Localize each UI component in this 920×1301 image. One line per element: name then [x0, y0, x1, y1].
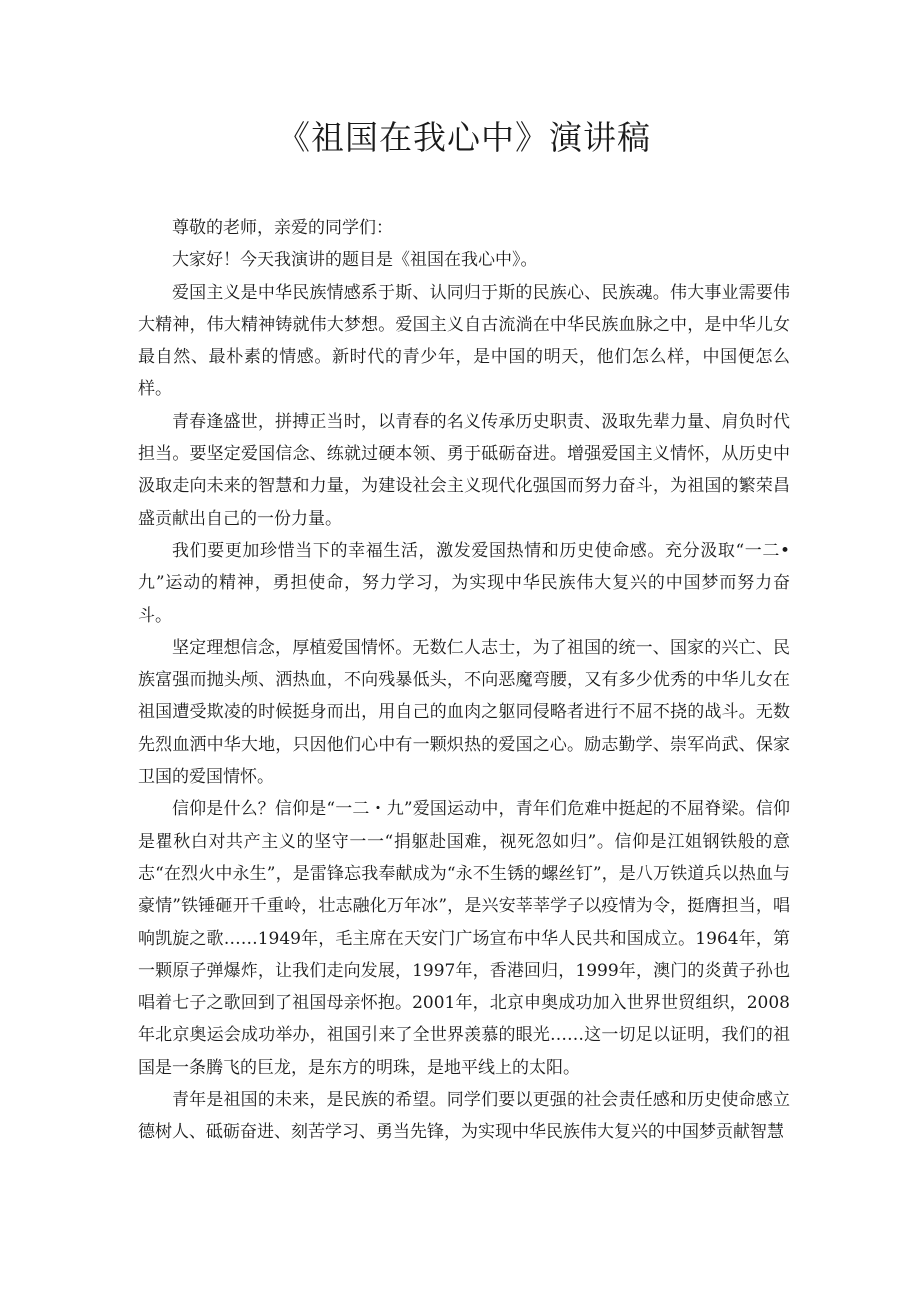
paragraph: 青年是祖国的未来，是民族的希望。同学们要以更强的社会责任感和历史使命感立德树人、砥砺奋进、刻苦学习、勇当先锋，为实现中华民族伟大复兴的中国梦贡献智慧: [138, 1090, 790, 1143]
paragraph-salutation: 尊敬的老师，亲爱的同学们：: [172, 218, 393, 238]
paragraph: 我们要更加珍惜当下的幸福生活，激发爱国热情和历史使命感。充分汲取“一二•九”运动的精神，勇担使命，努力学习，为实现中华民族伟大复兴的中国梦而努力奋斗。: [138, 540, 790, 626]
document-body: [138, 212, 790, 1149]
document-title: 《祖国在我心中》演讲稿: [277, 118, 651, 157]
paragraph: 爱国主义是中华民族情感系于斯、认同归于斯的民族心、民族魂。伟大事业需要伟大精神，伟大精神铸就伟大梦想。爱国主义自古流淌在中华民族血脉之中，是中华儿女最自然、最朴素的情感。新时代的青少年，是中国的明天，他们怎么样，中国便怎么样。: [138, 282, 790, 400]
paragraph-greeting: 大家好！今天我演讲的题目是《祖国在我心中》。: [172, 250, 538, 271]
paragraph: 青春逢盛世，拼搏正当时，以青春的名义传承历史职责、汲取先辈力量、肩负时代担当。要坚定爱国信念、练就过硬本领、勇于砥砺奋进。增强爱国主义情怀，从历史中汲取走向未来的智慧和力量，为建设社会主义现代化强国而努力奋斗，为祖国的繁荣昌盛贡献出自己的一份力量。: [138, 411, 790, 529]
paragraph: 坚定理想信念，厚植爱国情怀。无数仁人志士，为了祖国的统一、国家的兴亡、民族富强而抛头颅、洒热血，不向残暴低头，不向恶魔弯腰，又有多少优秀的中华儿女在祖国遭受欺凌的时候挺身而出，用自己的血肉之躯同侵略者进行不屈不挠的战斗。无数先烈血洒中华大地，只因他们心中有一颗炽热的爱国之心。励志勤学、崇军尚武、保家卫国的爱国情怀。: [138, 637, 790, 788]
paragraph: 信仰是什么？信仰是“一二・九”爱国运动中，青年们危难中挺起的不屈脊梁。信仰是瞿秋白对共产主义的坚守一一“捐躯赴国难，视死忽如归”。信仰是江姐钢铁般的意志“在烈火中永生”，是雷锋忘我奉献成为“永不生锈的螺丝钉”，是八万铁道兵以热血与豪情”铁锤砸开千重岭，壮志融化万年冰”，是兴安莘莘学子以疫情为令，挺膺担当，唱响凯旋之歌……1949年，毛主席在天安门广场宣布中华人民共和国成立。1964年，第一颗原子弹爆炸，让我们走向发展，1997年，香港回归，1999年，澳门的炎黄子孙也唱着七子之歌回到了祖国母亲怀抱。2001年，北京申奥成功加入世界世贸组织，2008年北京奥运会成功举办，祖国引来了全世界羡慕的眼光……这一切足以证明，我们的祖国是一条腾飞的巨龙，是东方的明珠，是地平线上的太阳。: [138, 799, 790, 1078]
